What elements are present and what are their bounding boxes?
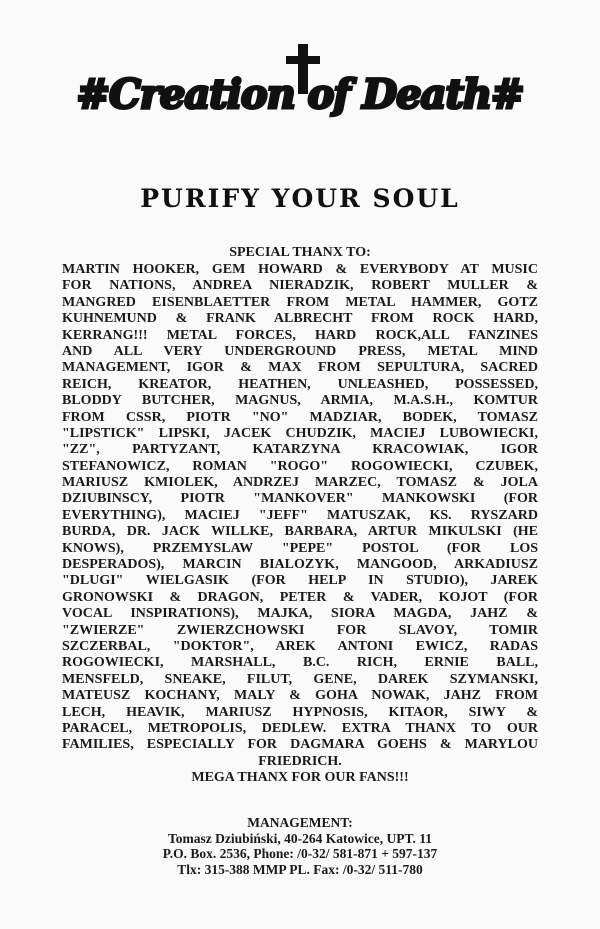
management-phone: P.O. Box. 2536, Phone: /0-32/ 581-871 + 597-137 [162, 846, 438, 861]
band-logo-graphic [70, 42, 530, 132]
thanks-line: AND ALL VERY UNDERGROUND PRESS, METAL MIND [62, 343, 538, 359]
thanks-body [62, 262, 538, 787]
thanks-line: BURDA, DR. JACK WILLKE, BARBARA, ARTUR MIKULSKI (HE [62, 524, 538, 540]
thanks-line: BLODDY BUTCHER, MAGNUS, ARMIA, M.A.S.H., KOMTUR [62, 393, 538, 409]
thanks-line: "LIPSTICK" LIPSKI, JACEK CHUDZIK, MACIEJ LUBOWIECKI, [62, 425, 538, 441]
thanks-line: MANGRED EISENBLAETTER FROM METAL HAMMER, GOTZ [62, 294, 538, 310]
thanks-line: MARTIN HOOKER, GEM HOWARD & EVERYBODY AT MUSIC [62, 262, 538, 277]
logo-lettering: #Creation of Death# [76, 71, 524, 118]
band-logo [70, 42, 530, 132]
management-heading: MANAGEMENT: [247, 815, 353, 830]
thanks-line: DZIUBINSCY, PIOTR "MANKOVER" MANKOWSKI (FOR [62, 491, 538, 507]
thanks-line: FAMILIES, ESPECIALLY FOR DAGMARA GOEHS & MARYLOU [62, 737, 538, 753]
thanks-line: REICH, KREATOR, HEATHEN, UNLEASHED, POSSESSED, [62, 376, 538, 392]
thanks-line: GRONOWSKI & DRAGON, PETER & VADER, KOJOT (FOR [62, 589, 538, 605]
mega-thanks-line: MEGA THANX FOR OUR FANS!!! [191, 770, 409, 786]
thanks-line: LECH, HEAVIK, MARIUSZ HYPNOSIS, KITAOR, SIWY & [62, 704, 538, 720]
management-fax: Tlx: 315-388 MMP PL. Fax: /0-32/ 511-780 [177, 861, 423, 877]
thanks-line: VOCAL INSPIRATIONS), MAJKA, SIORA MAGDA, JAHZ & [62, 606, 538, 622]
thanks-line: SZCZERBAL, "DOKTOR", AREK ANTONI EWICZ, RADAS [62, 638, 538, 654]
thanks-line: ROGOWIECKI, MARSHALL, B.C. RICH, ERNIE BALL, [62, 655, 538, 671]
thanks-line: STEFANOWICZ, ROMAN "ROGO" ROGOWIECKI, CZUBEK, [62, 458, 538, 474]
thanks-line: MENSFELD, SNEAKE, FILUT, GENE, DAREK SZYMANSKI, [62, 671, 538, 687]
thanks-line: "DLUGI" WIELGASIK (FOR HELP IN STUDIO), JAREK [62, 573, 538, 589]
thanks-line: MATEUSZ KOCHANY, MALY & GOHA NOWAK, JAHZ FROM [62, 688, 538, 704]
thanks-line: FROM CSSR, PIOTR "NO" MADZIAR, BODEK, TOMASZ [62, 409, 538, 425]
thanks-closing-line: FRIEDRICH. [258, 753, 342, 769]
thanks-line: FOR NATIONS, ANDREA NIERADZIK, ROBERT MULLER & [62, 278, 538, 294]
thanks-line: KUHNEMUND & FRANK ALBRECHT FROM ROCK HARD, [62, 311, 538, 327]
thanks-line: KERRANG!!! METAL FORCES, HARD ROCK,ALL FANZINES [62, 327, 538, 343]
thanks-line: MARIUSZ KMIOLEK, ANDRZEJ MARZEC, TOMASZ & JOLA [62, 475, 538, 491]
thanks-line: PARACEL, METROPOLIS, DEDLEW. EXTRA THANX TO OUR [62, 720, 538, 736]
management-block [0, 815, 600, 877]
thanks-heading: SPECIAL THANX TO: [229, 245, 371, 260]
thanks-line: MANAGEMENT, IGOR & MAX FROM SEPULTURA, SACRED [62, 360, 538, 376]
management-address: Tomasz Dziubiński, 40-264 Katowice, UPT. 11 [167, 830, 432, 846]
logo-cross-horizontal [286, 56, 320, 64]
thanks-line: KNOWS), PRZEMYSLAW "PEPE" POSTOL (FOR LOS [62, 540, 538, 556]
thanks-line: EVERYTHING), MACIEJ "JEFF" MATUSZAK, KS. RYSZARD [62, 507, 538, 523]
thanks-line: "ZZ", PARTYZANT, KATARZYNA KRACOWIAK, IGOR [62, 442, 538, 458]
album-title: PURIFY YOUR SOUL [140, 184, 460, 213]
thanks-line: DESPERADOS), MARCIN BIALOZYK, MANGOOD, ARKADIUSZ [62, 557, 538, 573]
thanks-line: "ZWIERZE" ZWIERZCHOWSKI FOR SLAVOY, TOMIR [62, 622, 538, 638]
